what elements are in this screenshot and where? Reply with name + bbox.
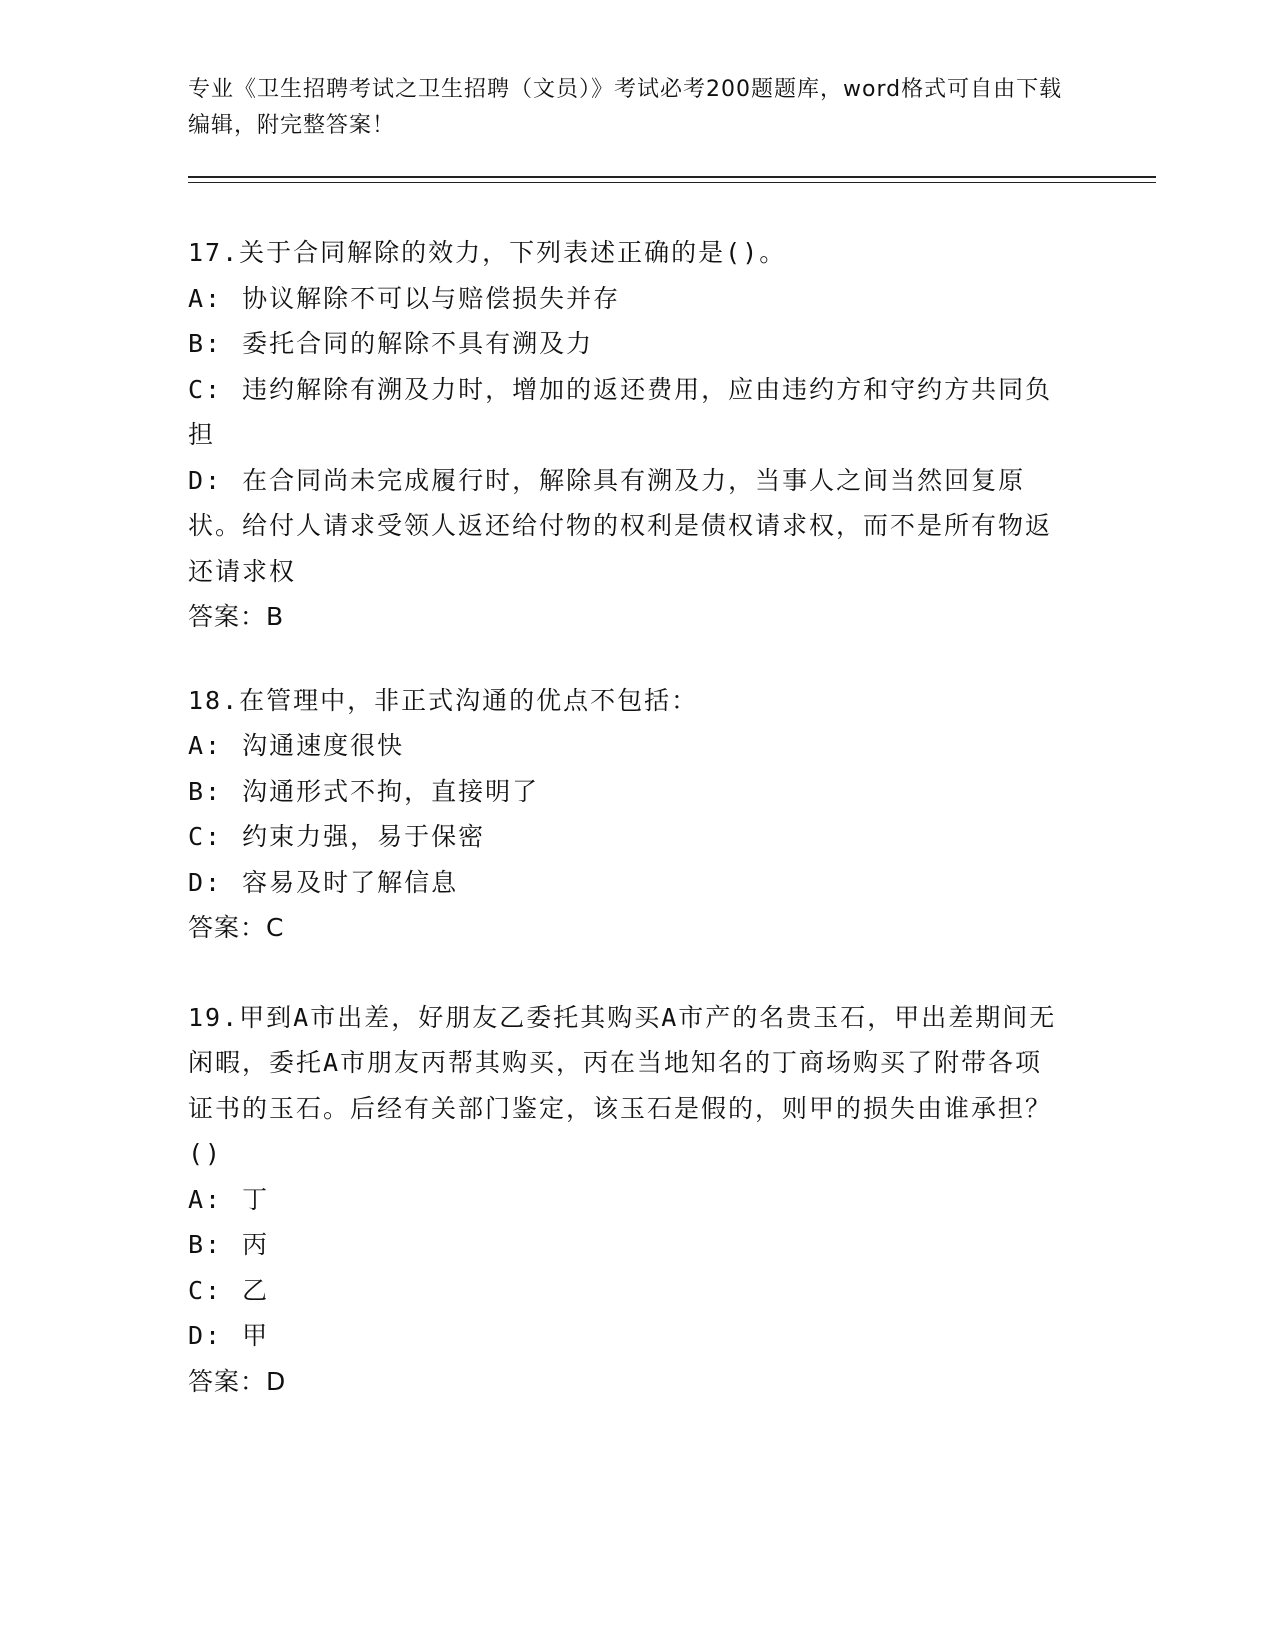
option-text: 沟通形式不拘，直接明了 bbox=[242, 776, 540, 806]
option-label: C: bbox=[188, 822, 223, 851]
option-label: C: bbox=[188, 1275, 223, 1305]
option-label: C: bbox=[188, 374, 223, 404]
option-c bbox=[188, 367, 1068, 458]
option-a bbox=[188, 1177, 1068, 1223]
answer-text: 答案：C bbox=[188, 913, 285, 942]
option-text: 甲 bbox=[242, 1321, 270, 1350]
option-a bbox=[188, 276, 1068, 322]
option-d bbox=[188, 1313, 1068, 1359]
option-d bbox=[188, 860, 1068, 906]
option-text: 乙 bbox=[242, 1275, 270, 1305]
option-label: D: bbox=[188, 867, 223, 897]
option-label: A: bbox=[188, 731, 223, 760]
document-header: 专业《卫生招聘考试之卫生招聘（文员）》考试必考200题题库，word格式可自由下载编辑，附完整答案！ bbox=[188, 77, 1063, 138]
option-label: A: bbox=[188, 283, 223, 313]
answer-text: 答案：B bbox=[188, 602, 285, 631]
option-text: 委托合同的解除不具有溯及力 bbox=[242, 329, 594, 358]
option-text: 违约解除有溯及力时，增加的返还费用，应由违约方和守约方共同负担 bbox=[188, 374, 1053, 449]
header-rule-thick bbox=[188, 176, 1156, 178]
option-label: D: bbox=[188, 1321, 223, 1350]
question-list bbox=[188, 230, 1068, 1450]
answer-text: 答案：D bbox=[188, 1366, 287, 1396]
option-text: 协议解除不可以与赔偿损失并存 bbox=[242, 283, 621, 313]
option-c bbox=[188, 814, 1068, 860]
question-18 bbox=[188, 678, 1068, 951]
option-label: B: bbox=[188, 1230, 223, 1259]
question-text: 17.关于合同解除的效力，下列表述正确的是()。 bbox=[188, 238, 787, 267]
option-d bbox=[188, 458, 1068, 595]
option-label: D: bbox=[188, 465, 223, 495]
question-text: 18.在管理中，非正式沟通的优点不包括： bbox=[188, 685, 699, 715]
option-label: A: bbox=[188, 1184, 223, 1214]
option-text: 丁 bbox=[242, 1184, 270, 1214]
question-text: 19.甲到A市出差，好朋友乙委托其购买A市产的名贵玉石，甲出差期间无闲暇，委托A市朋友丙帮其购买，丙在当地知名的丁商场购买了附带各项证书的玉石。后经有关部门鉴定，该玉石是假的，则甲的损失由谁承担？() bbox=[188, 1002, 1057, 1168]
option-label: B: bbox=[188, 776, 223, 806]
question-19 bbox=[188, 995, 1068, 1405]
option-text: 沟通速度很快 bbox=[242, 731, 405, 760]
option-label: B: bbox=[188, 329, 223, 358]
option-text: 容易及时了解信息 bbox=[242, 867, 459, 897]
option-a bbox=[188, 723, 1068, 769]
option-b bbox=[188, 1222, 1068, 1268]
option-b bbox=[188, 321, 1068, 367]
option-c bbox=[188, 1268, 1068, 1314]
option-b bbox=[188, 769, 1068, 815]
header-rule-thin bbox=[188, 182, 1156, 183]
option-text: 在合同尚未完成履行时，解除具有溯及力，当事人之间当然回复原状。给付人请求受领人返还给付物的权利是债权请求权，而不是所有物返还请求权 bbox=[188, 465, 1053, 586]
option-text: 丙 bbox=[242, 1230, 270, 1259]
question-17 bbox=[188, 230, 1068, 640]
option-text: 约束力强，易于保密 bbox=[242, 822, 486, 851]
